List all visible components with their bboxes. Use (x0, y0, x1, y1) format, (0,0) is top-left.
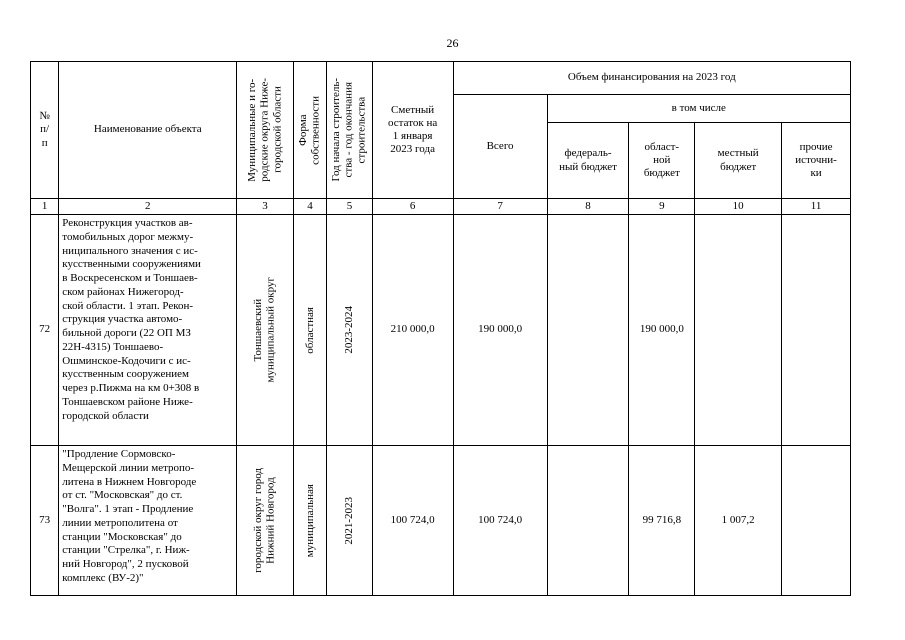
row-federal (547, 215, 629, 446)
table-row (31, 446, 851, 596)
column-number: 8 (547, 199, 629, 215)
row-ownership (293, 446, 326, 596)
row-regional: 99 716,8 (629, 446, 695, 596)
row-municipality (237, 215, 294, 446)
header-regional: област- ной бюджет (629, 123, 695, 199)
column-number-row (31, 199, 851, 215)
row-regional: 190 000,0 (629, 215, 695, 446)
row-municipality (237, 446, 294, 596)
header-ownership (293, 62, 326, 199)
row-years-text: 2021-2023 (343, 496, 356, 545)
row-total: 100 724,0 (453, 446, 547, 596)
header-total: Всего (453, 95, 547, 199)
header-years-text: Год начала строитель- ства - год окончания строительства (330, 78, 368, 182)
column-number: 4 (293, 199, 326, 215)
financing-table (30, 61, 851, 596)
header-remaining: Сметный остаток на 1 января 2023 года (372, 62, 453, 199)
row-name: "Продление Сормовско- Мещерской линии метропо- литена в Нижнем Новгороде от ст. "Московская" до ст. "Волга". 1 этап - Продление линии метрополитена от станции "Московская" до станции "Стрелка", г. Ниж- ний Новгород", 2 пусковой комплекс (ВУ-2)" (59, 446, 237, 596)
header-municipality (237, 62, 294, 199)
row-years (327, 446, 372, 596)
row-name: Реконструкция участков ав- томобильных дорог межму- ниципального значения с ис- кусственными сооружениями в Воскресенском и Тоншаев- ском районах Нижегород- ской области. 1 этап. Рекон- струкция участка автомо- бильной дороги (22 ОП МЗ 22Н-4315) Тоншаево- Ошминское-Кодочиги с ис- кусственным сооружением через р.Пижма на км 0+308 в Тоншаевском районе Ниже- городской области (59, 215, 237, 446)
column-number: 9 (629, 199, 695, 215)
row-num: 73 (31, 446, 59, 596)
row-local: 1 007,2 (695, 446, 782, 596)
column-number: 10 (695, 199, 782, 215)
header-federal: федераль- ный бюджет (547, 123, 629, 199)
column-number: 6 (372, 199, 453, 215)
header-years (327, 62, 372, 199)
header-local: местный бюджет (695, 123, 782, 199)
row-remaining: 100 724,0 (372, 446, 453, 596)
row-municipality-text: городской округ город Нижний Новгород (252, 468, 278, 573)
column-number: 2 (59, 199, 237, 215)
row-federal (547, 446, 629, 596)
row-other (782, 446, 851, 596)
row-local (695, 215, 782, 446)
row-remaining: 210 000,0 (372, 215, 453, 446)
page-number: 26 (446, 36, 459, 50)
column-number: 1 (31, 199, 59, 215)
header-ownership-text: Форма собственности (297, 95, 323, 165)
column-number: 11 (782, 199, 851, 215)
column-number: 3 (237, 199, 294, 215)
row-ownership-text: областная (303, 306, 316, 354)
table-row (31, 215, 851, 446)
row-ownership-text: муниципальная (303, 483, 316, 558)
header-num: № п/ п (31, 62, 59, 199)
row-other (782, 215, 851, 446)
row-total: 190 000,0 (453, 215, 547, 446)
header-including: в том числе (547, 95, 850, 123)
header-municipality-text: Муниципальные и го- родские округа Ниже- городской области (246, 78, 284, 182)
column-number: 7 (453, 199, 547, 215)
header-other: прочие источни- ки (782, 123, 851, 199)
row-num: 72 (31, 215, 59, 446)
header-name: Наименование объекта (59, 62, 237, 199)
row-municipality-text: Тоншаевский муниципальный округ (252, 277, 278, 383)
column-number: 5 (327, 199, 372, 215)
row-ownership (293, 215, 326, 446)
row-years (327, 215, 372, 446)
row-years-text: 2023-2024 (343, 306, 356, 354)
header-funding-title: Объем финансирования на 2023 год (453, 62, 850, 95)
